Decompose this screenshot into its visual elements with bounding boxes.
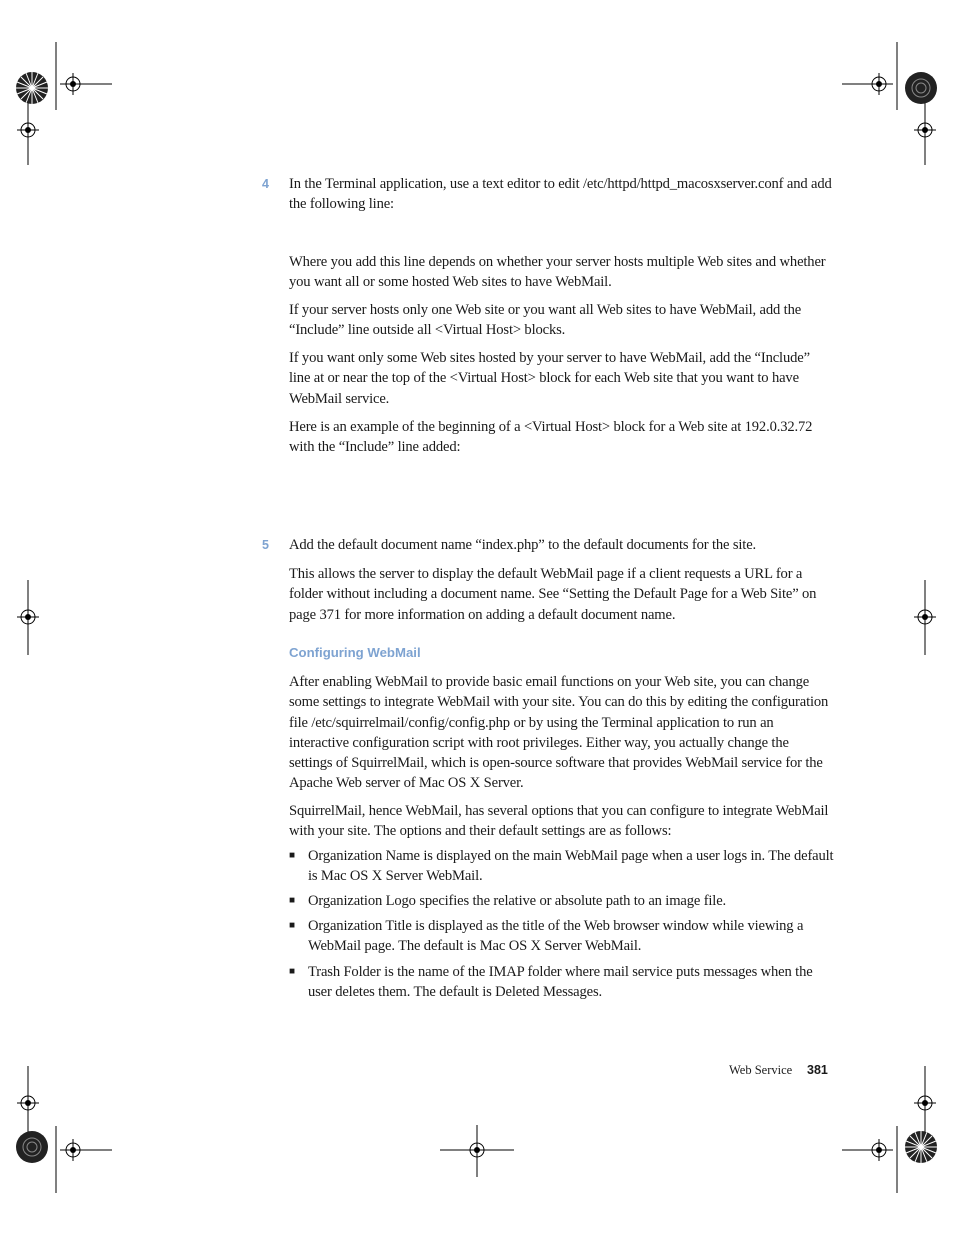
step-5-paragraph: This allows the server to display the default WebMail page if a client requests a URL for a folder without including a document name. See “Setting the Default Page for a Web Site” on page 371 for more information on adding a default document name. xyxy=(289,566,817,623)
section-paragraph-1: After enabling WebMail to provide basic email functions on your Web site, you can change some settings to integrate WebMail with your site. You can do this by editing the configuration file /etc/squirrelmail/config/config.php or by using the Terminal application to run an interactive configuration script with root privileges. Either way, you actually change the settings of SquirrelMail, which is open-source software that provides WebMail service for the Apache Web server of Mac OS X Server. xyxy=(289,674,829,792)
bullet-item-organization-logo: Organization Logo specifies the relative or absolute path to an image file. xyxy=(308,893,727,909)
step-4-text: In the Terminal application, use a text editor to edit /etc/httpd/httpd_macosxserver.conf and add the following line: xyxy=(289,176,832,213)
step-5-text: Add the default document name “index.php” to the default documents for the site. xyxy=(289,537,757,553)
footer-section-label: Web Service xyxy=(729,1063,793,1077)
bullet-marker: ■ xyxy=(289,966,296,977)
section-paragraph-2: SquirrelMail, hence WebMail, has several options that you can configure to integrate WebMail with your site. The options and their default settings are as follows: xyxy=(289,803,829,840)
bullet-item-organization-name: Organization Name is displayed on the main WebMail page when a user logs in. The default is Mac OS X Server WebMail. xyxy=(308,848,834,885)
step-4-number: 4 xyxy=(262,177,269,191)
section-heading: Configuring WebMail xyxy=(289,645,421,660)
step-4-paragraph-4: Here is an example of the beginning of a <Virtual Host> block for a Web site at 192.0.32.72 with the “Include” line added: xyxy=(289,419,813,456)
bullet-marker: ■ xyxy=(289,920,296,931)
step-4-paragraph-1: Where you add this line depends on whether your server hosts multiple Web sites and whether you want all or some hosted Web sites to have WebMail. xyxy=(289,254,826,291)
page-number: 381 xyxy=(807,1063,828,1077)
step-4-paragraph-2: If your server hosts only one Web site or you want all Web sites to have WebMail, add the “Include” line outside all <Virtual Host> blocks. xyxy=(289,302,802,339)
bullet-marker: ■ xyxy=(289,895,296,906)
step-5-number: 5 xyxy=(262,538,269,552)
bullet-item-trash-folder: Trash Folder is the name of the IMAP folder where mail service puts messages when the user deletes them. The default is Deleted Messages. xyxy=(308,964,813,1001)
bullet-item-organization-title: Organization Title is displayed as the title of the Web browser window while viewing a WebMail page. The default is Mac OS X Server WebMail. xyxy=(308,918,804,955)
bullet-marker: ■ xyxy=(289,850,296,861)
step-4-paragraph-3: If you want only some Web sites hosted by your server to have WebMail, add the “Include” line at or near the top of the <Virtual Host> block for each Web site that you want to have WebMail service. xyxy=(289,350,810,407)
